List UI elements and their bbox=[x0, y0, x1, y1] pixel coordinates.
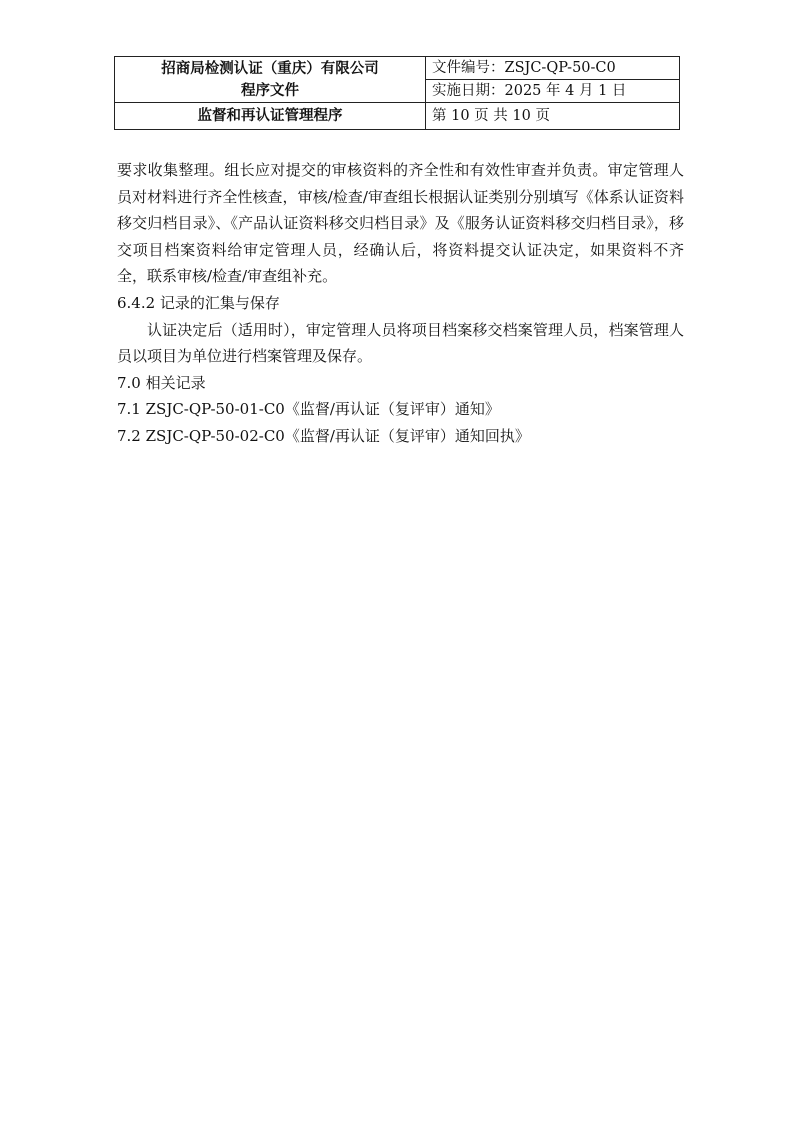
header-row-1 bbox=[115, 57, 680, 80]
section-heading-7-0: 7.0 相关记录 bbox=[117, 373, 206, 392]
header-row-3 bbox=[115, 103, 680, 130]
document-type: 程序文件 bbox=[241, 82, 299, 99]
document-body bbox=[117, 157, 684, 450]
section-heading-6-4-2: 6.4.2 记录的汇集与保存 bbox=[117, 293, 280, 312]
procedure-title: 监督和再认证管理程序 bbox=[115, 103, 426, 130]
record-item-7-2: 7.2 ZSJC-QP-50-02-C0《监督/再认证（复评审）通知回执》 bbox=[117, 426, 530, 445]
page-number: 第 10 页 共 10 页 bbox=[426, 103, 680, 130]
continued-paragraph: 要求收集整理。组长应对提交的审核资料的齐全性和有效性审查并负责。审定管理人员对材料进行齐全性核查，审核/检查/审查组长根据认证类别分别填写《体系认证资料移交归档目录》、《产品认证资料移交归档目录》及《服务认证资料移交归档目录》，移交项目档案资料给审定管理人员，经确认后，将资料提交认证决定，如果资料不齐全，联系审核/检查/审查组补充。 bbox=[117, 161, 684, 286]
company-cell bbox=[115, 57, 426, 103]
document-header-table bbox=[114, 56, 680, 130]
effective-date: 实施日期：2025 年 4 月 1 日 bbox=[426, 80, 680, 103]
company-name: 招商局检测认证（重庆）有限公司 bbox=[161, 60, 379, 77]
record-item-7-1: 7.1 ZSJC-QP-50-01-C0《监督/再认证（复评审）通知》 bbox=[117, 400, 500, 419]
document-number: 文件编号：ZSJC-QP-50-C0 bbox=[426, 57, 680, 80]
section-text-6-4-2: 认证决定后（适用时），审定管理人员将项目档案移交档案管理人员，档案管理人员以项目为单位进行档案管理及保存。 bbox=[117, 320, 684, 366]
